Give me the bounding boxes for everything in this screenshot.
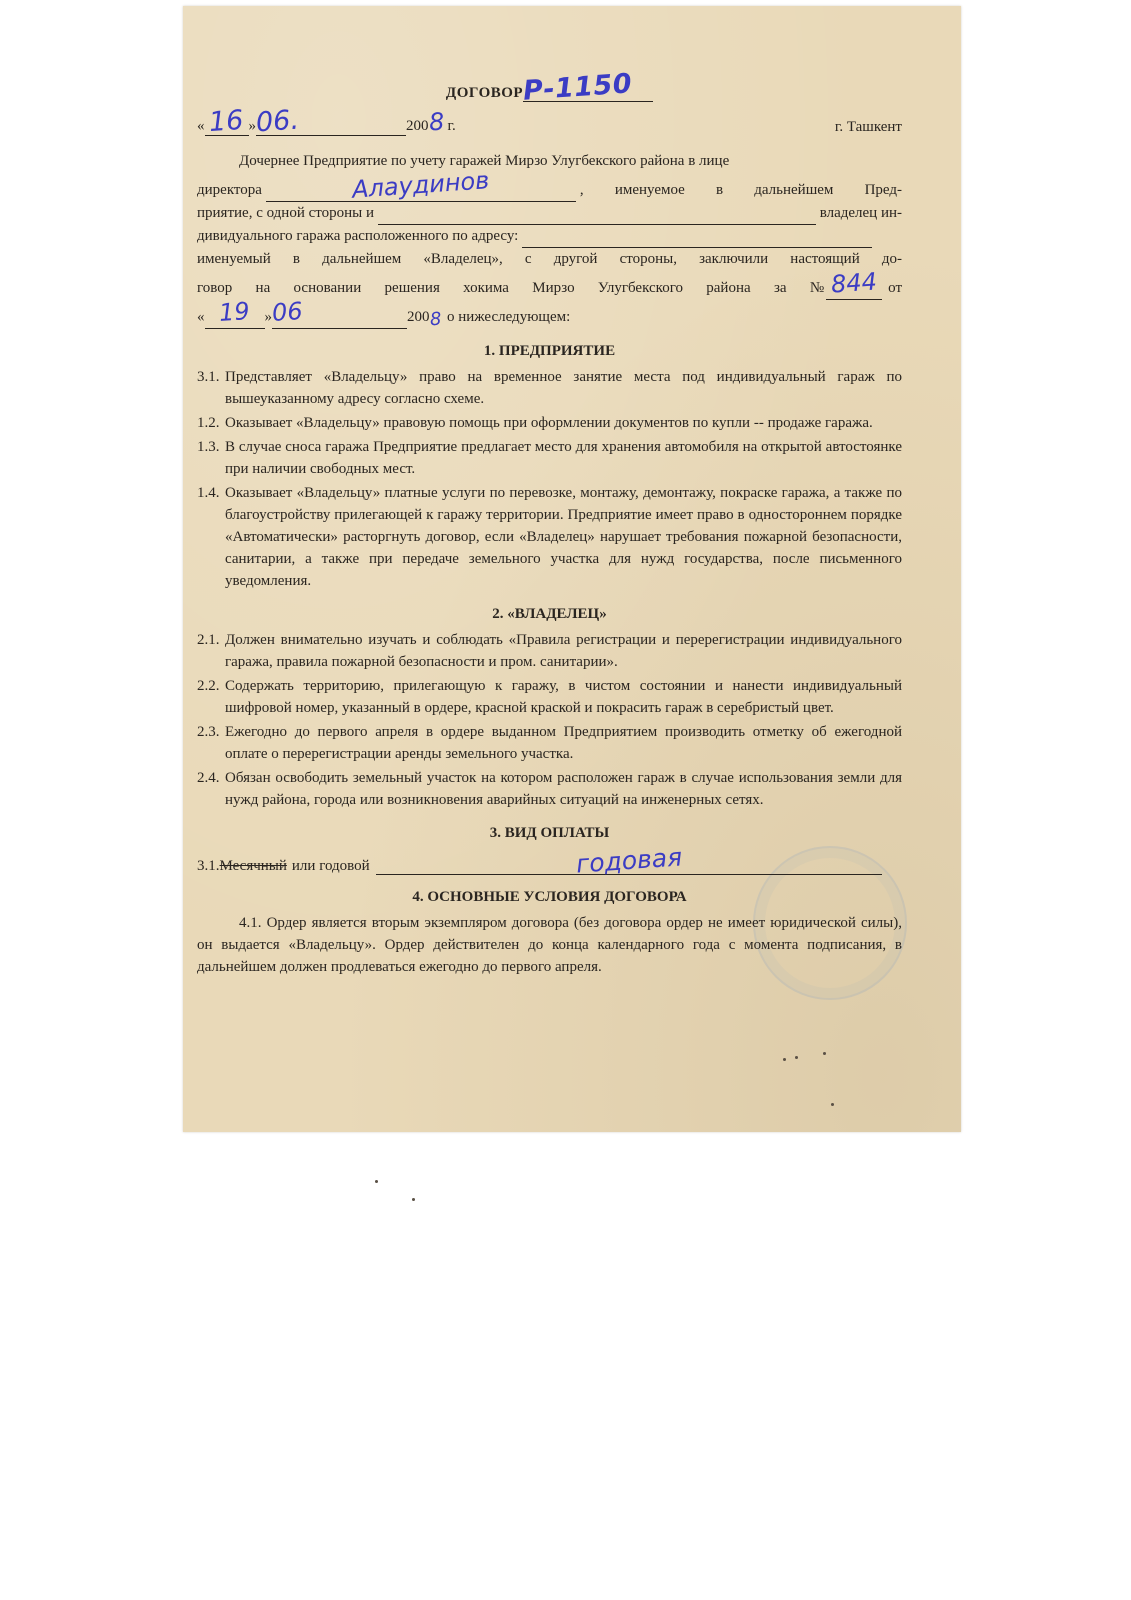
intro-line: именуемый в дальнейшем «Владелец», с другой стороны, заключили настоящий до-	[197, 251, 902, 267]
decision-number-field	[826, 267, 882, 300]
decision-year: 200	[407, 309, 430, 325]
intro-line	[197, 225, 902, 248]
speck	[783, 1058, 786, 1061]
director-label: директора	[197, 182, 262, 198]
date-day-field	[205, 104, 249, 139]
intro-text: , именуемое в дальнейшем Пред-	[579, 182, 902, 198]
intro-line	[197, 267, 902, 300]
document-content	[197, 68, 902, 978]
clause-item	[197, 675, 902, 719]
blank-field	[378, 208, 816, 225]
decision-day-handwritten: 19	[218, 296, 251, 328]
director-name-handwritten: Алаудинов	[351, 166, 491, 204]
contract-number-field	[522, 68, 653, 107]
speck	[831, 1103, 834, 1106]
speck	[795, 1056, 798, 1059]
clause-item	[197, 482, 902, 592]
intro-text: приятие, с одной стороны и	[197, 205, 375, 221]
date-day-handwritten: 16	[208, 104, 245, 139]
clause-text: Содержать территорию, прилегающую к гаражу, в чистом состоянии и нанести индивидуальный шифровой номер, указанный в ордере, красной краской и покрасить гараж в серебристый цвет.	[225, 678, 902, 716]
decision-day-field	[205, 296, 265, 329]
intro-text: от	[888, 280, 902, 296]
clause-text: Ежегодно до первого апреля в ордере выданном Предприятием производить отметку об ежегодной оплате о перерегистрации аренды земельного участка.	[225, 724, 902, 762]
date-month-handwritten: 06.	[254, 104, 300, 139]
quote-close: »	[248, 118, 256, 134]
clause-item	[197, 629, 902, 673]
clause-item	[197, 767, 902, 811]
director-name-field	[266, 166, 576, 204]
clause-item	[197, 412, 902, 434]
intro-line	[197, 166, 902, 204]
year-handwritten: 8	[427, 107, 445, 137]
clause-text: Представляет «Владельцу» право на временное занятие места под индивидуальный гараж по вышеуказанному адресу согласно схеме.	[225, 369, 902, 407]
section-heading: 3. ВИД ОПЛАТЫ	[489, 825, 610, 841]
section-heading: 1. ПРЕДПРИЯТИЕ	[483, 343, 616, 359]
clause-number: 3.1.	[197, 369, 220, 385]
date-month-field	[254, 104, 406, 139]
contract-title: ДОГОВОР	[445, 85, 524, 101]
intro-line	[197, 202, 902, 225]
clause-number: 2.4.	[197, 770, 220, 786]
intro-text: о нижеследующем:	[446, 309, 571, 325]
struck-text: Месячный	[219, 858, 287, 874]
clause-number: 1.4.	[197, 485, 220, 501]
quote-open: «	[197, 309, 205, 325]
clause-number: 3.1.	[197, 858, 220, 874]
clause-number: 1.2.	[197, 415, 220, 431]
payment-type-label: или годовой	[291, 858, 370, 874]
quote-close: »	[264, 309, 272, 325]
speck	[412, 1198, 415, 1201]
intro-text: говор на основании решения хокима Мирзо Улугбекского района за №	[197, 280, 825, 296]
intro-paragraph	[197, 150, 902, 329]
address-blank-field	[522, 231, 872, 248]
intro-line: Дочернее Предприятие по учету гаражей Мирзо Улугбекского района в лице	[239, 153, 730, 169]
clause-text: Оказывает «Владельцу» правовую помощь при оформлении документов по купли -- продаже гаража.	[225, 415, 873, 431]
clause-number: 2.3.	[197, 724, 220, 740]
clause-number: 2.1.	[197, 632, 220, 648]
decision-number-handwritten: 844	[830, 267, 878, 299]
clause-item	[197, 436, 902, 480]
section-heading: 4. ОСНОВНЫЕ УСЛОВИЯ ДОГОВОРА	[412, 889, 687, 905]
contract-date	[197, 104, 456, 139]
clause-text: Оказывает «Владельцу» платные услуги по перевозке, монтажу, демонтажу, покраске гаража, а также по благоустройству прилегающей к гаражу территории. Предприятие имеет право в одностороннем порядке «Автоматически» расторгнуть договор, если «Владелец» нарушает требования пожарной безопасности, санитарии, а также при передаче земельного участка для нужд государства, после письменного уведомления.	[225, 485, 902, 589]
intro-text: владелец ин-	[819, 205, 902, 221]
document-page	[183, 6, 961, 1132]
clause-text: Должен внимательно изучать и соблюдать «Правила регистрации и перерегистрации индивидуального гаража, правила пожарной безопасности и пром. санитарии».	[225, 632, 902, 670]
clause-text: Обязан освободить земельный участок на котором расположен гараж в случае использования земли для нужд района, города или возникновения аварийных ситуаций на инженерных сетях.	[225, 770, 902, 808]
city: г. Ташкент	[834, 119, 902, 135]
date-city-row	[197, 104, 902, 139]
clause-item	[197, 721, 902, 765]
payment-line	[197, 842, 902, 879]
clause-number: 1.3.	[197, 439, 220, 455]
intro-line	[197, 296, 902, 331]
contract-title-row	[197, 68, 902, 107]
decision-month-handwritten: 06	[271, 296, 304, 328]
payment-type-handwritten: годовая	[574, 842, 683, 879]
payment-type-field	[376, 842, 882, 879]
decision-year-handwritten: 8	[428, 308, 442, 331]
clause-number: 2.2.	[197, 678, 220, 694]
year-prefix: 200	[406, 118, 429, 134]
speck	[823, 1052, 826, 1055]
quote-open: «	[197, 118, 205, 134]
decision-month-field	[271, 296, 407, 329]
speck	[375, 1180, 378, 1183]
contract-number-handwritten: Р-1150	[522, 68, 634, 107]
intro-text: дивидуального гаража расположенного по адресу:	[197, 228, 519, 244]
year-suffix: г.	[447, 118, 456, 134]
condition-item: 4.1. Ордер является вторым экземпляром договора (без договора ордер не имеет юридической силы), он выдается «Владельцу». Ордер действителен до конца календарного года с момента подписания, в дальнейшем должен продлеваться ежегодно до первого апреля.	[197, 915, 902, 975]
section-heading: 2. «ВЛАДЕЛЕЦ»	[492, 606, 607, 622]
clause-text: В случае сноса гаража Предприятие предлагает место для хранения автомобиля на открытой автостоянке при наличии свободных мест.	[225, 439, 902, 477]
clause-item	[197, 366, 902, 410]
